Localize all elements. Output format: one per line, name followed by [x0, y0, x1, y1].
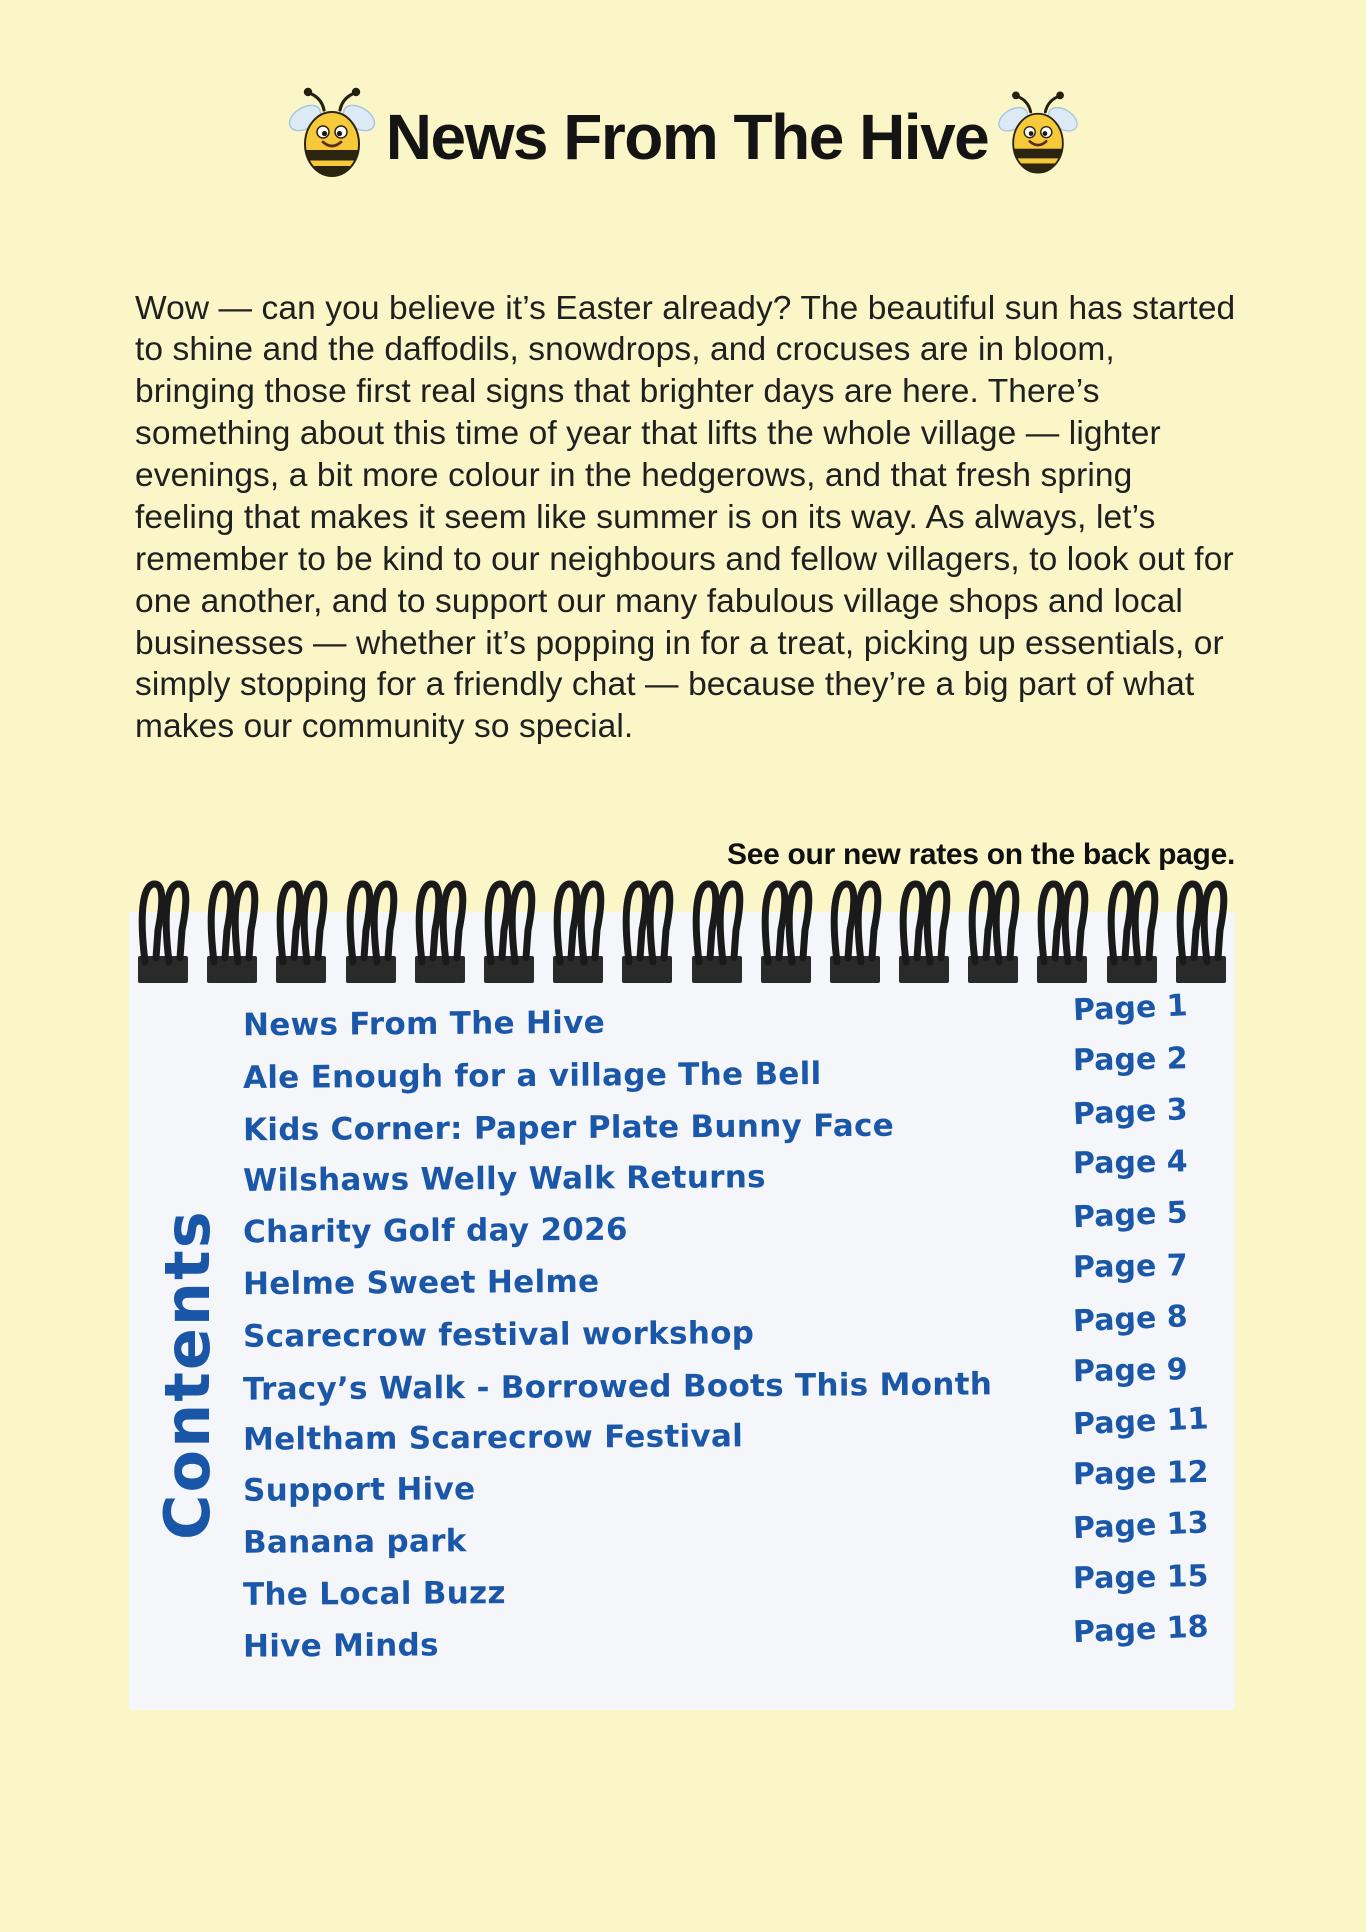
contents-entry-title: The Local Buzz — [242, 1574, 506, 1613]
contents-entry-page: Page 7 — [1072, 1248, 1188, 1286]
contents-entry-page: Page 9 — [1072, 1351, 1188, 1389]
page-title: News From The Hive — [385, 100, 989, 173]
contents-entry-title: Support Hive — [242, 1471, 476, 1509]
bee-icon — [992, 88, 1084, 180]
contents-entry-title: Meltham Scarecrow Festival — [242, 1418, 744, 1459]
spiral-coil-icon — [1100, 878, 1164, 984]
spiral-coil-icon — [546, 878, 610, 984]
spiral-coil-icon — [615, 878, 679, 984]
contents-entry-page: Page 13 — [1072, 1505, 1210, 1547]
contents-entry-page: Page 12 — [1072, 1455, 1209, 1493]
spiral-coil-icon — [754, 878, 818, 984]
spiral-coil-icon — [892, 878, 956, 984]
contents-entry-page: Page 1 — [1072, 988, 1189, 1029]
bee-left-slot — [282, 84, 382, 189]
spiral-coil-icon — [477, 878, 541, 984]
contents-entry-page: Page 3 — [1072, 1091, 1189, 1132]
spiral-coil-icon — [685, 878, 749, 984]
contents-vertical-label: Contents — [151, 1209, 224, 1540]
spiral-coil-icon — [339, 878, 403, 984]
contents-entry-page: Page 18 — [1072, 1608, 1210, 1650]
spiral-coil-icon — [200, 878, 264, 984]
contents-entry-title: Wilshaws Welly Walk Returns — [242, 1159, 766, 1200]
contents-entry-page: Page 5 — [1072, 1195, 1189, 1236]
spiral-coil-icon — [408, 878, 472, 984]
contents-entry-page: Page 2 — [1072, 1041, 1188, 1079]
contents-entry-page: Page 4 — [1072, 1144, 1188, 1182]
contents-entry-title: Hive Minds — [242, 1626, 439, 1665]
contents-entry-title: News From The Hive — [242, 1004, 606, 1044]
contents-entry-title: Tracy’s Walk - Borrowed Boots This Month — [242, 1365, 993, 1408]
spiral-coil-icon — [961, 878, 1025, 984]
newsletter-header — [0, 84, 1366, 189]
contents-entry-title: Ale Enough for a village The Bell — [242, 1055, 822, 1096]
contents-entry-title: Helme Sweet Helme — [242, 1263, 600, 1303]
bee-icon — [282, 84, 382, 184]
contents-entry-page: Page 11 — [1072, 1401, 1210, 1443]
contents-entry-page: Page 8 — [1072, 1299, 1189, 1340]
rates-note: See our new rates on the back page. — [727, 838, 1235, 871]
intro-paragraph: Wow — can you believe it’s Easter already? The beautiful sun has started to shine and the daffodils, snowdrops, and crocuses are in bloom, bringing those first real signs that brighter days are here. There’s something about this time of year that lifts the whole village — lighter evenings, a bit more colour in the hedgerows, and that fresh spring feeling that makes it seem like summer is on its way. As always, let’s remember to be kind to our neighbours and fellow villagers, to look out for one another, and to support our many fabulous village shops and local businesses — whether it’s popping in for a treat, picking up essentials, or simply stopping for a friendly chat — because they’re a big part of what makes our community so special. — [135, 289, 1236, 746]
contents-entry-title: Banana park — [242, 1523, 467, 1561]
spiral-binding — [129, 878, 1235, 984]
contents-notebook — [129, 912, 1235, 1710]
contents-row — [242, 1608, 1223, 1680]
contents-entry-page: Page 15 — [1072, 1558, 1209, 1597]
contents-entry-title: Kids Corner: Paper Plate Bunny Face — [242, 1107, 895, 1148]
spiral-coil-icon — [823, 878, 887, 984]
contents-entry-title: Charity Golf day 2026 — [242, 1211, 628, 1251]
spiral-coil-icon — [269, 878, 333, 984]
bee-right-slot — [992, 88, 1084, 185]
contents-entry-title: Scarecrow festival workshop — [242, 1314, 755, 1355]
contents-list — [242, 988, 1223, 1679]
spiral-coil-icon — [1030, 878, 1094, 984]
spiral-coil-icon — [131, 878, 195, 984]
spiral-coil-icon — [1169, 878, 1233, 984]
